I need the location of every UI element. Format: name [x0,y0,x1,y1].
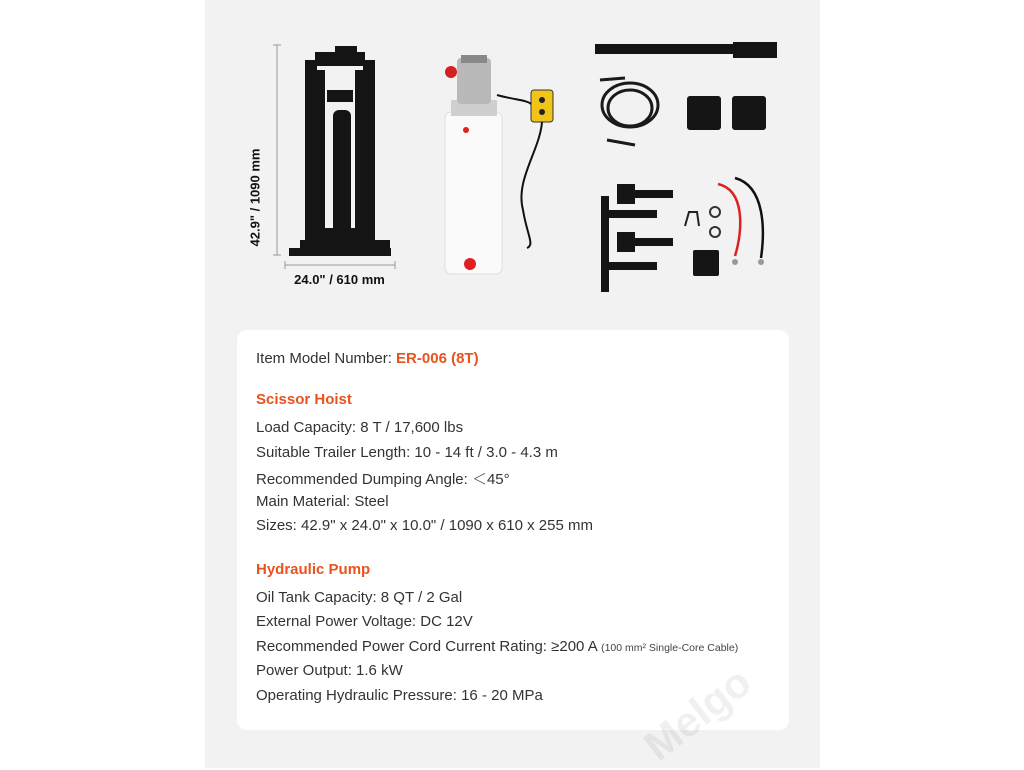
hydraulic-pump-heading: Hydraulic Pump [256,561,371,578]
model-number-value: ER-006 (8T) [396,350,479,367]
product-panel [205,0,820,768]
spec-sizes: Sizes: 42.9" x 24.0" x 10.0" / 1090 x 610 x 255 mm [256,517,593,534]
product-image-area [205,0,820,310]
hardware-kit-image [685,178,764,276]
mounting-blocks-image [687,96,766,130]
scissor-hoist-image [289,46,391,256]
hydraulic-pump-image [445,55,553,274]
spec-current-rating: Recommended Power Cord Current Rating: ≥200 A [256,638,597,655]
width-dimension-label: 24.0" / 610 mm [294,272,385,287]
height-dimension-label: 42.9" / 1090 mm [247,148,263,247]
spec-power-voltage: External Power Voltage: DC 12V [256,613,473,630]
model-number-row [256,350,479,367]
spec-load-capacity: Load Capacity: 8 T / 17,600 lbs [256,419,464,436]
watermark: Melgo [635,657,760,770]
product-illustration [205,0,820,310]
height-dimension-line [273,45,281,255]
spec-current-rating-row [256,638,738,655]
spec-hydraulic-pressure: Operating Hydraulic Pressure: 16 - 20 MPa [256,687,543,704]
spec-trailer-length: Suitable Trailer Length: 10 - 14 ft / 3.0 - 4.3 m [256,444,558,461]
scissor-hoist-heading: Scissor Hoist [256,391,352,408]
spec-cable-note: (100 mm² Single-Core Cable) [601,642,739,654]
spec-power-output: Power Output: 1.6 kW [256,662,403,679]
spec-dumping-angle: Recommended Dumping Angle: ＜45° [256,471,510,488]
model-number-label: Item Model Number: [256,350,397,367]
mounting-brackets-image [601,184,673,292]
spec-card [237,330,789,770]
spec-main-material: Main Material: Steel [256,493,389,510]
push-bar-image [595,42,777,58]
hydraulic-hose-image [600,78,658,145]
width-dimension-line [285,261,395,269]
spec-oil-tank: Oil Tank Capacity: 8 QT / 2 Gal [256,589,463,606]
